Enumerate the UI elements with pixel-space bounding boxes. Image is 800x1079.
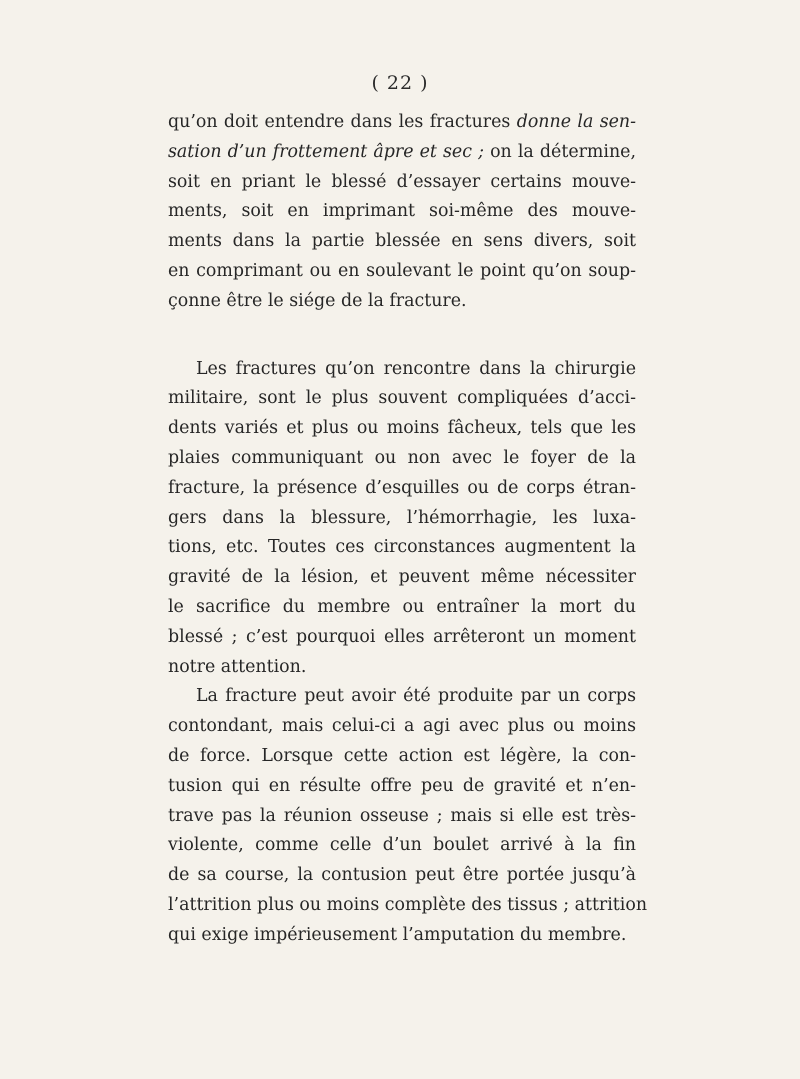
text-line xyxy=(168,504,636,534)
body-text xyxy=(168,108,648,951)
text-line xyxy=(168,197,636,227)
italic-text: donne la sen- xyxy=(516,112,636,132)
text-line xyxy=(168,802,636,832)
text-run: ments dans la partie blessée en sens divers, soit xyxy=(168,231,636,252)
text-run: dents variés et plus ou moins fâcheux, tels que les xyxy=(168,418,636,439)
text-run: qu’on doit entendre dans les fractures xyxy=(168,112,517,132)
text-run: gravité de la lésion, et peuvent même nécessiter xyxy=(168,567,636,588)
text-line xyxy=(168,168,636,198)
text-line xyxy=(168,921,636,951)
text-line xyxy=(168,414,636,444)
text-line xyxy=(168,444,636,474)
text-run: soit en priant le blessé d’essayer certains mouve- xyxy=(168,171,636,192)
text-run: militaire, sont le plus souvent compliquées d’acci- xyxy=(168,388,636,409)
text-run: on la détermine, xyxy=(483,141,636,162)
text-line xyxy=(168,227,636,257)
text-run: violente, comme celle d’un boulet arrivé à la fin xyxy=(168,835,636,856)
text-line xyxy=(168,474,636,504)
text-line xyxy=(168,772,636,802)
text-line xyxy=(168,593,636,623)
text-line xyxy=(168,257,636,287)
text-run: fracture, la présence d’esquilles ou de corps étran- xyxy=(168,477,636,498)
text-run: tusion qui en résulte offre peu de gravité et n’en- xyxy=(168,775,636,796)
text-line xyxy=(168,384,636,414)
text-run: çonne être le siége de la fracture. xyxy=(168,290,467,311)
text-run: Les fractures qu’on rencontre dans la chirurgie xyxy=(196,358,636,379)
text-line xyxy=(168,355,636,385)
paragraph xyxy=(168,682,648,950)
text-line xyxy=(168,682,636,712)
paragraph-gap xyxy=(168,317,636,355)
text-run: La fracture peut avoir été produite par un corps xyxy=(196,686,636,707)
paragraph xyxy=(168,108,636,317)
text-run: qui exige impérieusement l’amputation du membre. xyxy=(168,924,627,945)
text-run: blessé ; c’est pourquoi elles arrêteront un moment xyxy=(168,626,636,647)
text-line xyxy=(168,108,636,138)
text-run: plaies communiquant ou non avec le foyer de la xyxy=(168,447,636,468)
paragraph xyxy=(168,355,636,683)
text-run: en comprimant ou en soulevant le point qu’on soup- xyxy=(168,260,636,281)
text-run: notre attention. xyxy=(168,656,307,677)
text-run: ments, soit en imprimant soi-même des mouve- xyxy=(168,201,636,222)
text-line xyxy=(168,563,636,593)
text-line xyxy=(168,742,636,772)
text-line xyxy=(168,831,636,861)
text-line xyxy=(168,287,636,317)
italic-text: sation d’un frottement âpre et sec ; xyxy=(168,141,484,162)
page-number: ( 22 ) xyxy=(371,72,429,94)
text-run: tions, etc. Toutes ces circonstances augmentent la xyxy=(168,537,636,558)
text-run: gers dans la blessure, l’hémorrhagie, les luxa- xyxy=(168,507,636,528)
text-line xyxy=(168,861,636,891)
text-line xyxy=(168,891,648,921)
text-line xyxy=(168,653,636,683)
text-line xyxy=(168,623,636,653)
text-run: de force. Lorsque cette action est légère, la con- xyxy=(168,745,636,766)
text-run: de sa course, la contusion peut être portée jusqu’à xyxy=(168,865,636,886)
text-line xyxy=(168,712,636,742)
text-run: l’attrition plus ou moins complète des tissus ; attrition xyxy=(168,894,648,915)
text-line xyxy=(168,138,636,168)
text-run: trave pas la réunion osseuse ; mais si elle est très- xyxy=(168,805,636,826)
text-line xyxy=(168,533,636,563)
text-run: contondant, mais celui-ci a agi avec plus ou moins xyxy=(168,716,636,737)
text-run: le sacrifice du membre ou entraîner la mort du xyxy=(168,596,636,617)
